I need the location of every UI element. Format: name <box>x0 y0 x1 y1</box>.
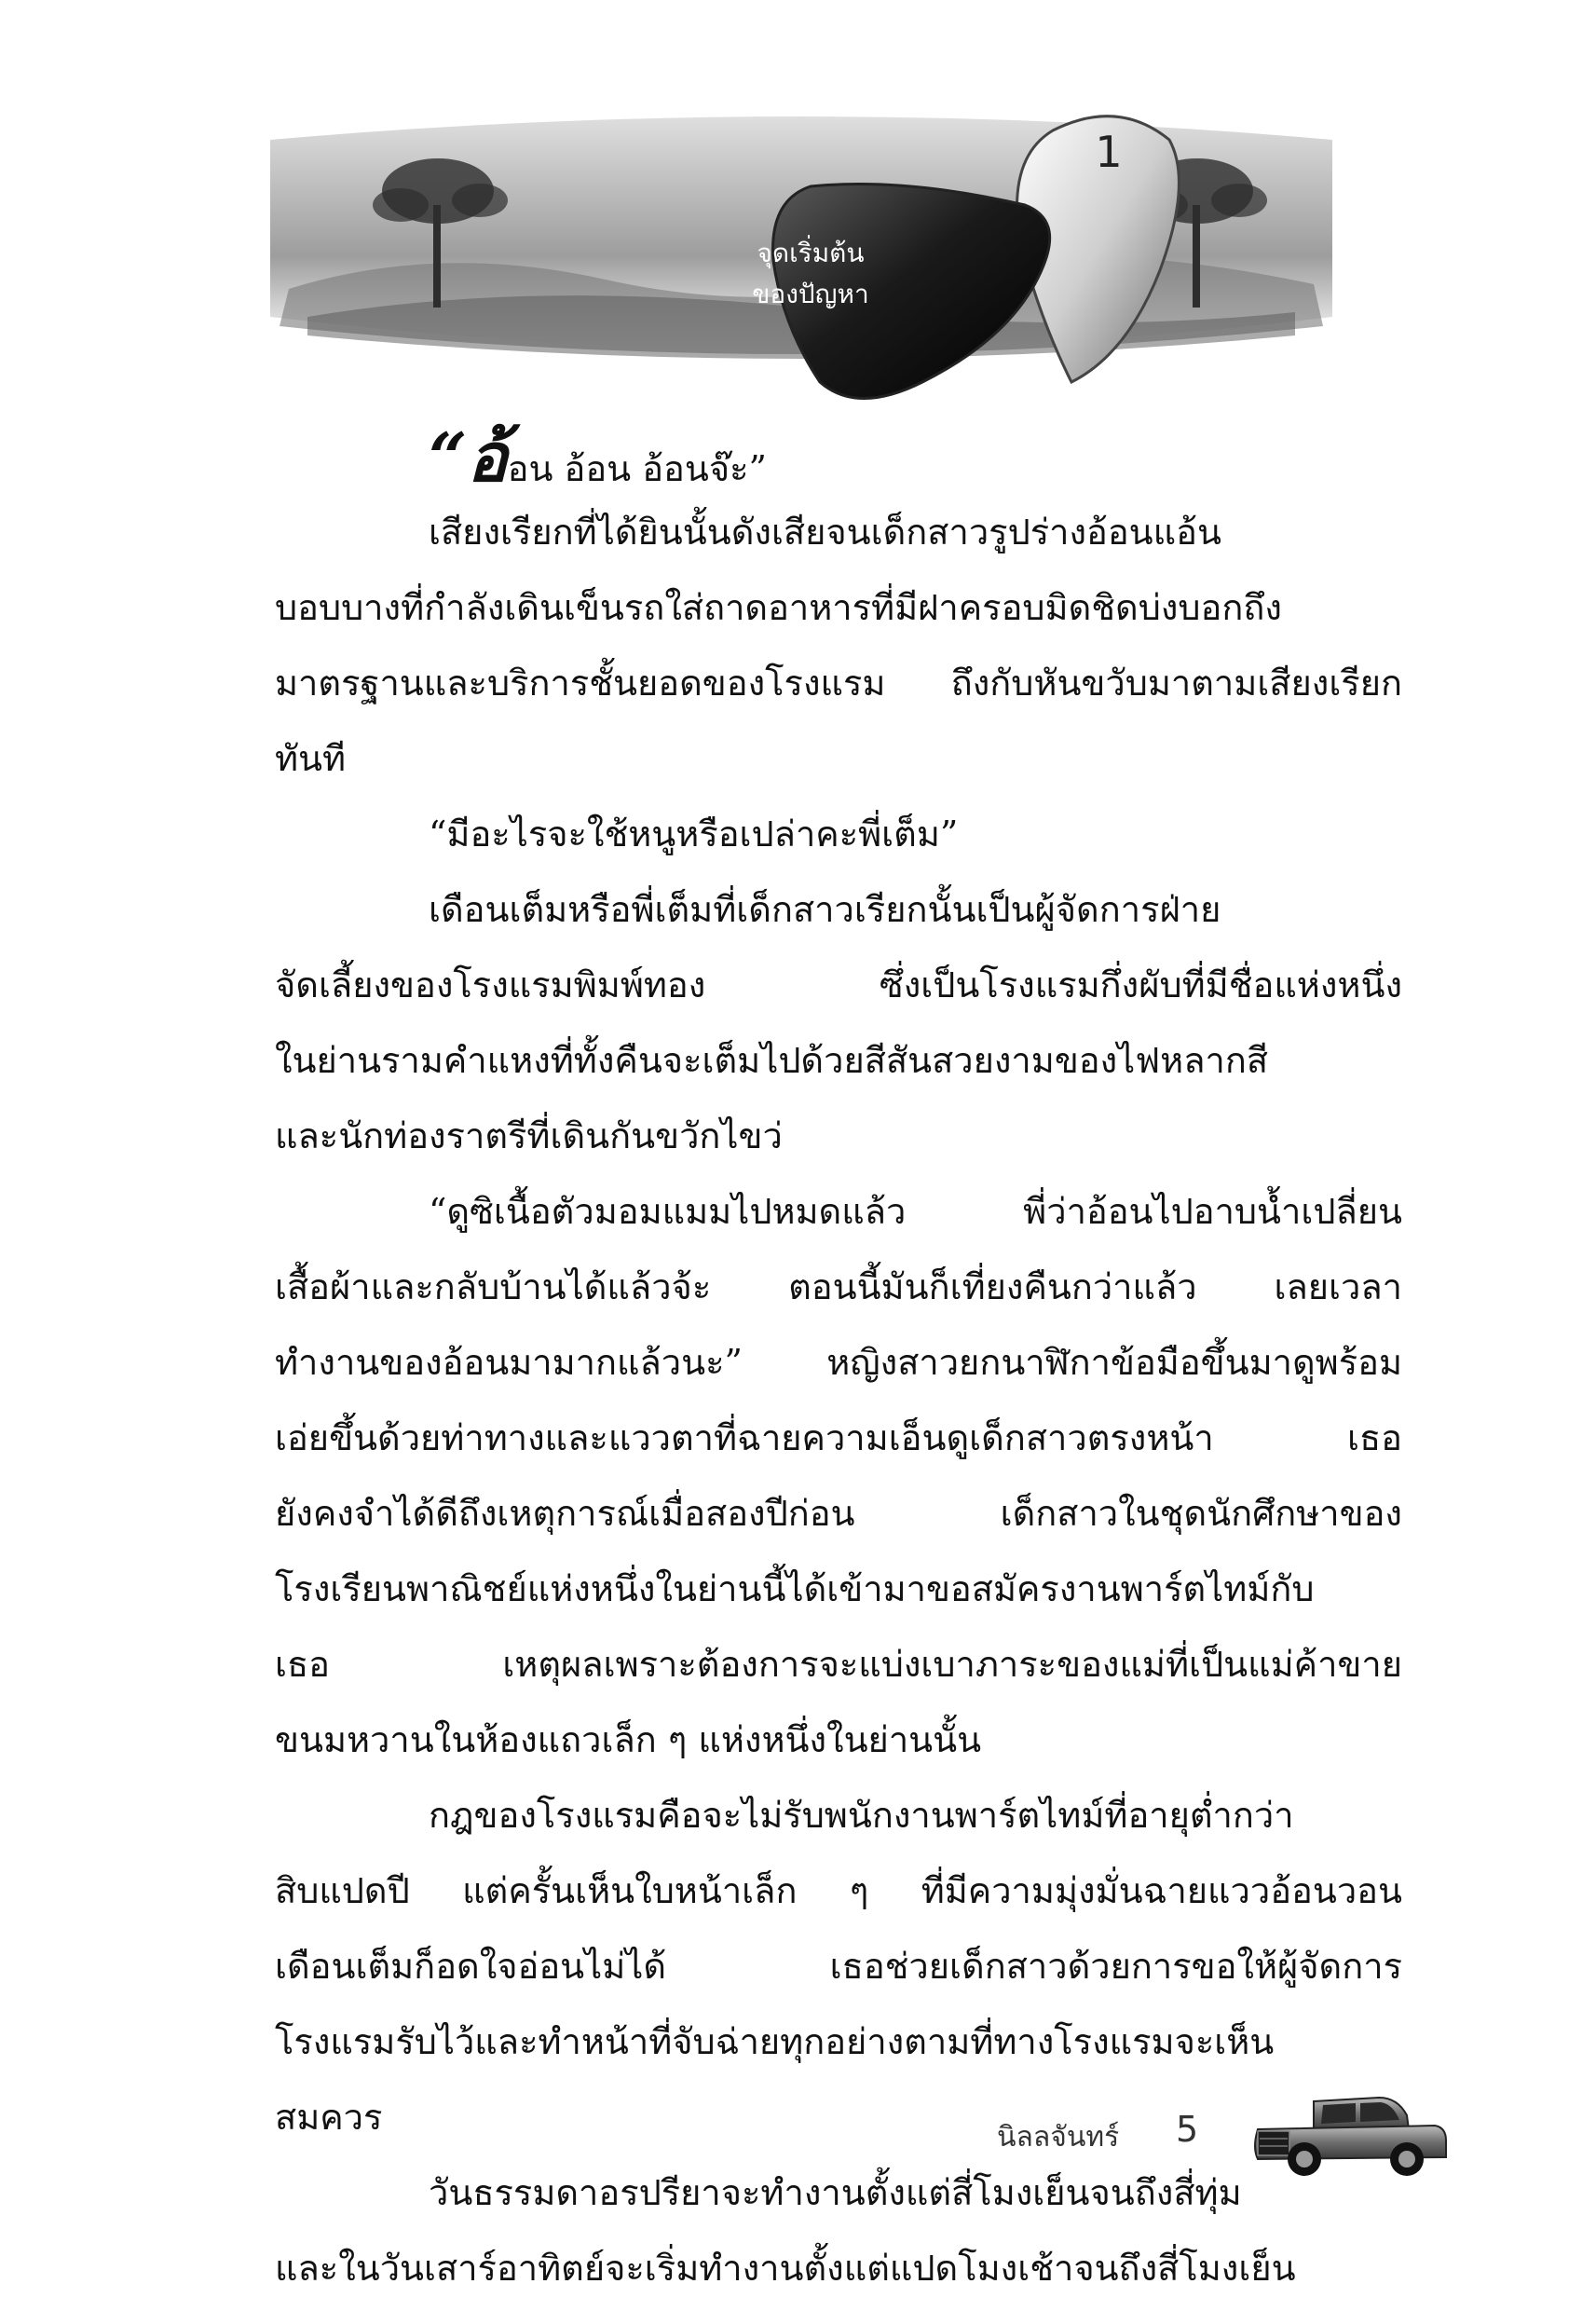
paragraph-line: เดือนเต็มก็อดใจอ่อนไม่ได้ เธอช่วยเด็กสาวด้วยการขอให้ผู้จัดการ <box>275 1946 1402 1987</box>
body-text <box>275 419 1402 2306</box>
pickup-truck-icon <box>1248 2073 1453 2185</box>
paragraph-line: ยังคงจำได้ดีถึงเหตุการณ์เมื่อสองปีก่อน เด็กสาวในชุดนักศึกษาของ <box>275 1493 1402 1534</box>
paragraph-line: เสื้อผ้าและกลับบ้านได้แล้วจ้ะ ตอนนี้มันก็เที่ยงคืนกว่าแล้ว เลยเวลา <box>275 1266 1402 1307</box>
paragraph-line: และในวันเสาร์อาทิตย์จะเริ่มทำงานตั้งแต่แปดโมงเช้าจนถึงสี่โมงเย็น <box>275 2248 1296 2289</box>
paragraph-line: โรงเรียนพาณิชย์แห่งหนึ่งในย่านนี้ได้เข้ามาขอสมัครงานพาร์ตไทม์กับ <box>275 1568 1315 1609</box>
paragraph-line: เธอ เหตุผลเพราะต้องการจะแบ่งเบาภาระของแม่ที่เป็นแม่ค้าขาย <box>275 1644 1402 1685</box>
paragraph-line: สมควร <box>275 2097 383 2138</box>
paragraph-line: “ดูซิเนื้อตัวมอมแมมไปหมดแล้ว พี่ว่าอ้อนไปอาบน้ำเปลี่ยน <box>429 1191 1402 1232</box>
paragraph-line: โรงแรมรับไว้และทำหน้าที่จับฉ่ายทุกอย่างตามที่ทางโรงแรมจะเห็น <box>275 2021 1275 2062</box>
paragraph-line: มาตรฐานและบริการชั้นยอดของโรงแรม ถึงกับหันขวับมาตามเสียงเรียก <box>275 663 1402 704</box>
opening-rest: อน อ้อน อ้อนจ๊ะ” <box>507 448 767 489</box>
paragraph-line: และนักท่องราตรีที่เดินกันขวักไขว่ <box>275 1115 783 1156</box>
paragraph-line: ทำงานของอ้อนมามากแล้วนะ” หญิงสาวยกนาฬิกาข้อมือขึ้นมาดูพร้อม <box>275 1342 1402 1383</box>
paragraph-line: “มีอะไรจะใช้หนูหรือเปล่าคะพี่เต็ม” <box>429 814 959 855</box>
chapter-title: จุดเริ่มต้น ของปัญหา <box>752 238 869 309</box>
chapter-header <box>252 103 1351 401</box>
page-footer <box>0 2073 1596 2185</box>
paragraph-line: เอ่ยขึ้นด้วยท่าทางและแววตาที่ฉายความเอ็นดูเด็กสาวตรงหน้า เธอ <box>275 1417 1402 1458</box>
paragraph-line: ในย่านรามคำแหงที่ทั้งคืนจะเต็มไปด้วยสีสันสวยงามของไฟหลากสี <box>275 1040 1269 1081</box>
author-name: นิลลจันทร์ <box>997 2121 1120 2154</box>
paragraph-line: กฎของโรงแรมคือจะไม่รับพนักงานพาร์ตไทม์ที่อายุต่ำกว่า <box>429 1795 1294 1836</box>
paragraph-line: เสียงเรียกที่ได้ยินนั้นดังเสียจนเด็กสาวรูปร่างอ้อนแอ้น <box>429 512 1221 553</box>
opening-initial: “อ้ <box>429 417 508 497</box>
paragraph-line: ทันที <box>275 738 347 779</box>
paragraph-line: เดือนเต็มหรือพี่เต็มที่เด็กสาวเรียกนั้นเป็นผู้จัดการฝ่าย <box>429 889 1221 930</box>
paragraph-line: วันธรรมดาอรปรียาจะทำงานตั้งแต่สี่โมงเย็นจนถึงสี่ทุ่ม <box>429 2172 1242 2213</box>
paragraph-line: ขนมหวานในห้องแถวเล็ก ๆ แห่งหนึ่งในย่านนั้น <box>275 1719 982 1760</box>
paragraph-line: สิบแปดปี แต่ครั้นเห็นใบหน้าเล็ก ๆ ที่มีความมุ่งมั่นฉายแววอ้อนวอน <box>275 1870 1402 1911</box>
opening-line <box>275 419 1402 495</box>
page-number: 5 <box>1176 2109 1199 2150</box>
paragraph-line: บอบบางที่กำลังเดินเข็นรถใส่ถาดอาหารที่มีฝาครอบมิดชิดบ่งบอกถึง <box>275 587 1282 628</box>
paragraph-line: จัดเลี้ยงของโรงแรมพิมพ์ทอง ซึ่งเป็นโรงแรมกึ่งผับที่มีชื่อแห่งหนึ่ง <box>275 964 1402 1005</box>
chapter-number: 1 <box>1095 127 1123 177</box>
